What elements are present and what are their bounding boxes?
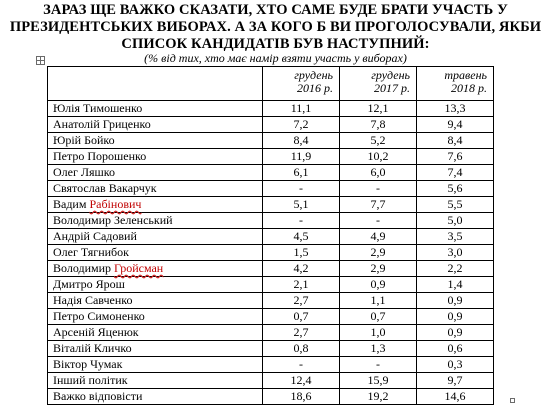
- percentage-cell: 4,5: [263, 229, 340, 245]
- table-move-handle-icon[interactable]: [36, 56, 45, 65]
- candidate-name: Віталій Кличко: [48, 341, 263, 357]
- percentage-cell: 1,5: [263, 245, 340, 261]
- header-empty-cell: [48, 67, 263, 101]
- percentage-cell: 5,6: [417, 181, 494, 197]
- question-line-1: ЗАРАЗ ЩЕ ВАЖКО СКАЗАТИ, ХТО САМЕ БУДЕ БРАТИ УЧАСТЬ У: [43, 2, 508, 18]
- table-row: [48, 117, 494, 133]
- candidate-name: Анатолій Гриценко: [48, 117, 263, 133]
- percentage-cell: 5,0: [417, 213, 494, 229]
- percentage-cell: -: [263, 181, 340, 197]
- column-year: 2018 р.: [451, 81, 487, 95]
- candidate-name: Дмитро Ярош: [48, 277, 263, 293]
- candidate-name: Юлія Тимошенко: [48, 101, 263, 117]
- percentage-cell: 6,1: [263, 165, 340, 181]
- percentage-cell: 8,4: [263, 133, 340, 149]
- candidate-name: Олег Тягнибок: [48, 245, 263, 261]
- poll-results-table: [47, 66, 494, 405]
- survey-question: [0, 2, 551, 53]
- percentage-cell: 3,5: [417, 229, 494, 245]
- column-month: грудень: [371, 68, 410, 82]
- candidate-name: Віктор Чумак: [48, 357, 263, 373]
- candidate-name: Святослав Вакарчук: [48, 181, 263, 197]
- table-row: [48, 133, 494, 149]
- table-row: [48, 245, 494, 261]
- percentage-cell: 0,9: [417, 325, 494, 341]
- percentage-cell: 4,2: [263, 261, 340, 277]
- percentage-cell: -: [340, 181, 417, 197]
- percentage-cell: 1,3: [340, 341, 417, 357]
- question-line-2: ПРЕЗИДЕНТСЬКИХ ВИБОРАХ. А ЗА КОГО Б ВИ ПРОГОЛОСУВАЛИ, ЯКБИ: [9, 19, 542, 35]
- spellcheck-marked-surname: Рабінович: [89, 197, 142, 211]
- percentage-cell: 0,7: [340, 309, 417, 325]
- percentage-cell: 14,6: [417, 389, 494, 405]
- table-header-row: [48, 67, 494, 101]
- percentage-cell: 12,1: [340, 101, 417, 117]
- table-row: [48, 213, 494, 229]
- candidate-name: [48, 197, 263, 213]
- table-row: [48, 229, 494, 245]
- percentage-cell: 0,9: [340, 277, 417, 293]
- table-row: [48, 341, 494, 357]
- percentage-cell: 1,4: [417, 277, 494, 293]
- percentage-cell: 18,6: [263, 389, 340, 405]
- percentage-cell: -: [340, 213, 417, 229]
- percentage-cell: 2,7: [263, 325, 340, 341]
- table-row: [48, 357, 494, 373]
- percentage-cell: 8,4: [417, 133, 494, 149]
- column-header-dec-2016: [263, 67, 340, 101]
- percentage-cell: 2,9: [340, 245, 417, 261]
- percentage-cell: 19,2: [340, 389, 417, 405]
- table-row: [48, 325, 494, 341]
- table-row: [48, 293, 494, 309]
- percentage-cell: 9,4: [417, 117, 494, 133]
- candidate-name: [48, 261, 263, 277]
- percentage-cell: 1,1: [340, 293, 417, 309]
- percentage-cell: 0,6: [417, 341, 494, 357]
- percentage-cell: 13,3: [417, 101, 494, 117]
- candidate-first-name: Володимир: [53, 261, 115, 275]
- percentage-cell: 10,2: [340, 149, 417, 165]
- percentage-cell: 7,8: [340, 117, 417, 133]
- candidate-name: Юрій Бойко: [48, 133, 263, 149]
- candidate-name: Надія Савченко: [48, 293, 263, 309]
- table-row: [48, 277, 494, 293]
- column-year: 2016 р.: [297, 81, 333, 95]
- table-row: [48, 373, 494, 389]
- percentage-cell: 7,6: [417, 149, 494, 165]
- percentage-cell: 15,9: [340, 373, 417, 389]
- percentage-cell: 1,0: [340, 325, 417, 341]
- percentage-cell: 5,5: [417, 197, 494, 213]
- column-month: травень: [444, 68, 487, 82]
- candidate-name: Інший політик: [48, 373, 263, 389]
- table-row: [48, 197, 494, 213]
- table-row: [48, 101, 494, 117]
- percentage-cell: 5,2: [340, 133, 417, 149]
- candidate-name: Петро Порошенко: [48, 149, 263, 165]
- column-month: грудень: [294, 68, 333, 82]
- percentage-cell: 2,9: [340, 261, 417, 277]
- percentage-cell: 3,0: [417, 245, 494, 261]
- percentage-cell: 6,0: [340, 165, 417, 181]
- percentage-cell: -: [263, 213, 340, 229]
- percentage-cell: -: [263, 357, 340, 373]
- table-row: [48, 165, 494, 181]
- table-row: [48, 261, 494, 277]
- percentage-cell: 2,1: [263, 277, 340, 293]
- table-subtitle: (% від тих, хто має намір взяти участь у виборах): [144, 51, 407, 65]
- percentage-cell: 0,8: [263, 341, 340, 357]
- percentage-cell: 12,4: [263, 373, 340, 389]
- percentage-cell: 11,1: [263, 101, 340, 117]
- percentage-cell: 9,7: [417, 373, 494, 389]
- candidate-first-name: Вадим: [53, 197, 90, 211]
- candidate-name: Важко відповісти: [48, 389, 263, 405]
- percentage-cell: 0,3: [417, 357, 494, 373]
- percentage-cell: 0,7: [263, 309, 340, 325]
- percentage-cell: 7,2: [263, 117, 340, 133]
- column-header-may-2018: [417, 67, 494, 101]
- candidate-name: Арсеній Яценюк: [48, 325, 263, 341]
- table-row: [48, 181, 494, 197]
- percentage-cell: 5,1: [263, 197, 340, 213]
- percentage-cell: 2,2: [417, 261, 494, 277]
- candidate-name: Олег Ляшко: [48, 165, 263, 181]
- column-year: 2017 р.: [374, 81, 410, 95]
- table-row: [48, 389, 494, 405]
- percentage-cell: 2,7: [263, 293, 340, 309]
- table-row: [48, 149, 494, 165]
- candidate-name: Андрій Садовий: [48, 229, 263, 245]
- candidate-name: Володимир Зеленський: [48, 213, 263, 229]
- percentage-cell: 0,9: [417, 293, 494, 309]
- spellcheck-marked-surname: Гройсман: [114, 261, 164, 275]
- percentage-cell: 7,7: [340, 197, 417, 213]
- percentage-cell: -: [340, 357, 417, 373]
- question-line-3: СПИСОК КАНДИДАТІВ БУВ НАСТУПНИЙ:: [121, 36, 430, 52]
- column-header-dec-2017: [340, 67, 417, 101]
- candidate-name: Петро Симоненко: [48, 309, 263, 325]
- table-resize-handle-icon[interactable]: [510, 398, 515, 403]
- table-row: [48, 309, 494, 325]
- percentage-cell: 0,9: [417, 309, 494, 325]
- percentage-cell: 11,9: [263, 149, 340, 165]
- percentage-cell: 7,4: [417, 165, 494, 181]
- percentage-cell: 4,9: [340, 229, 417, 245]
